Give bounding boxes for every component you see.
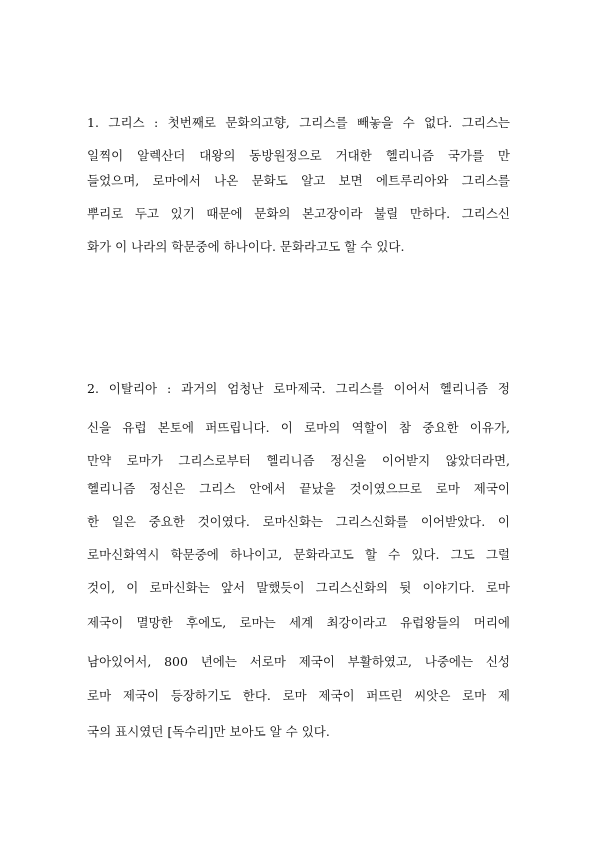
section-2-line-1: 2. 이탈리아 : 과거의 엄청난 로마제국. 그리스를 이어서 헬리니즘 정 xyxy=(87,381,510,396)
section-2-line-8: 제국이 멸망한 후에도, 로마는 세계 최강이라고 유럽왕들의 머리에 xyxy=(87,615,510,630)
section-2-line-11: 국의 표시였던 [독수리]만 보아도 알 수 있다. xyxy=(87,724,330,739)
section-2-line-10: 로마 제국이 등장하기도 한다. 로마 제국이 퍼뜨린 씨앗은 로마 제 xyxy=(87,688,510,703)
section-2-line-4: 헬리니즘 정신은 그리스 안에서 끝났을 것이였으므로 로마 제국이 xyxy=(87,481,510,496)
section-2-line-9: 남아있어서, 800 년에는 서로마 제국이 부활하였고, 나중에는 신성 xyxy=(87,654,510,669)
section-2-line-6: 로마신화역시 학문중에 하나이고, 문화라고도 할 수 있다. 그도 그럴 xyxy=(87,547,510,562)
section-2-line-7: 것이, 이 로마신화는 앞서 말했듯이 그리스신화의 뒷 이야기다. 로마 xyxy=(87,580,510,595)
section-1-line-3: 들었으며, 로마에서 나온 문화도 알고 보면 에트루리아와 그리스를 xyxy=(87,173,510,188)
section-2-line-2: 신을 유럽 본토에 퍼뜨립니다. 이 로마의 역할이 참 중요한 이유가, xyxy=(87,420,510,435)
section-1-line-4: 뿌리로 두고 있기 때문에 문화의 본고장이라 불릴 만하다. 그리스신 xyxy=(87,206,510,221)
section-1-line-1: 1. 그리스 : 첫번째로 문화의고향, 그리스를 빼놓을 수 없다. 그리스는 xyxy=(87,115,510,130)
section-1-line-5: 화가 이 나라의 학문중에 하나이다. 문화라고도 할 수 있다. xyxy=(87,239,405,254)
section-2-line-3: 만약 로마가 그리스로부터 헬리니즘 정신을 이어받지 않았더라면, xyxy=(87,453,510,468)
section-2-line-5: 한 일은 중요한 것이였다. 로마신화는 그리스신화를 이어받았다. 이 xyxy=(87,514,510,529)
section-1-line-2: 일찍이 알렉산더 대왕의 동방원정으로 거대한 헬리니즘 국가를 만 xyxy=(87,148,510,163)
